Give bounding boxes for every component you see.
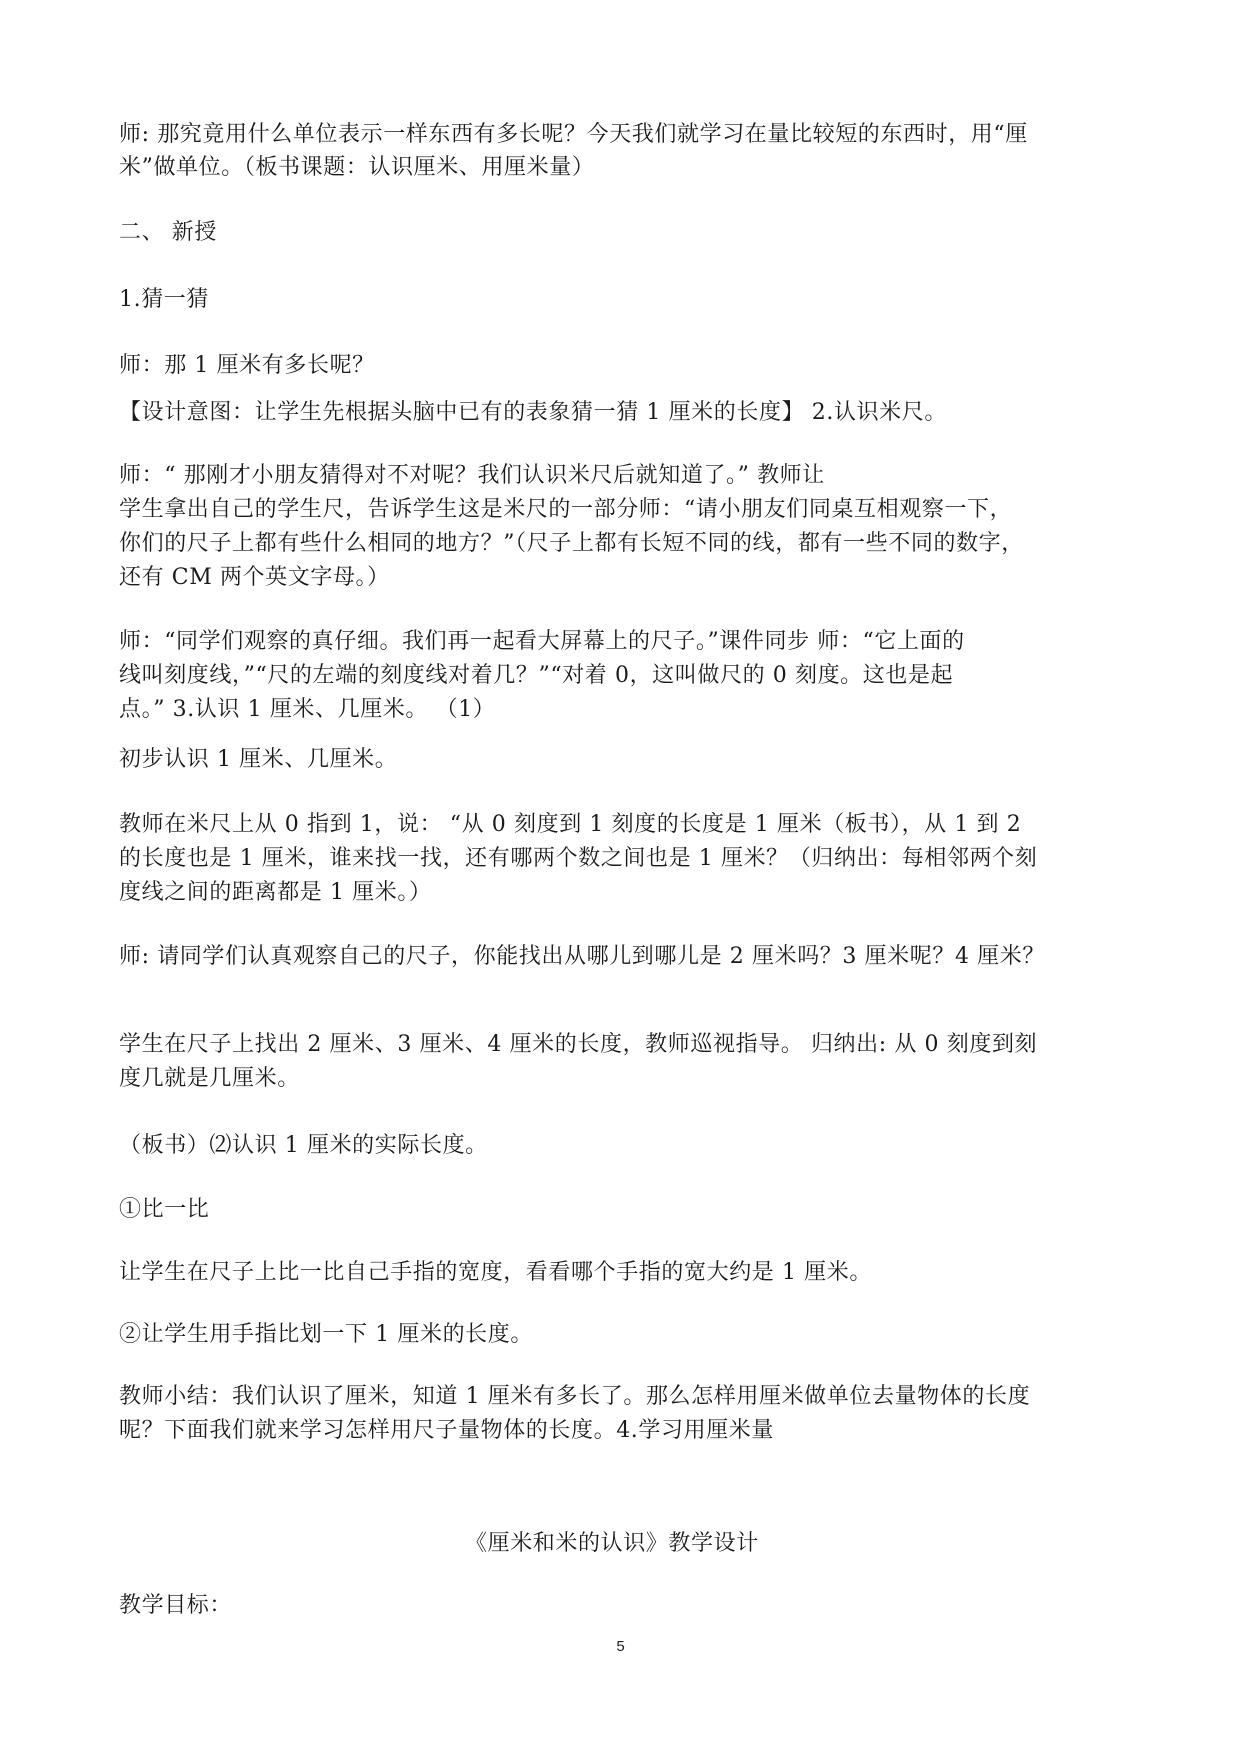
- text-line: ①比一比: [119, 1197, 210, 1222]
- document-title: 《厘米和米的认识》教学设计: [465, 1531, 759, 1556]
- section-heading: 二、 新授: [119, 220, 217, 245]
- subsection-heading: 1.猜一猜: [119, 287, 209, 312]
- text-line: 点。” 3.认识 1 厘米、几厘米。 （1）: [119, 697, 496, 722]
- text-line: 师: 请同学们认真观察自己的尺子，你能找出从哪儿到哪儿是 2 厘米吗？3 厘米呢？4 厘米？: [119, 944, 1045, 969]
- text-line: 让学生在尺子上比一比自己手指的宽度，看看哪个手指的宽大约是 1 厘米。: [119, 1260, 872, 1285]
- text-line: 线叫刻度线，”“尺的左端的刻度线对着几？”“对着 0，这叫做尺的 0 刻度。这也是起: [119, 663, 954, 688]
- text-line: 师: 那究竟用什么单位表示一样东西有多长呢？今天我们就学习在量比较短的东西时，用“厘: [119, 122, 1028, 147]
- text-line: ②让学生用手指比划一下 1 厘米的长度。: [119, 1322, 533, 1347]
- text-line: 师：“同学们观察的真仔细。我们再一起看大屏幕上的尺子。”课件同步 师：“它上面的: [119, 629, 965, 654]
- text-line: 米”做单位。（板书课题：认识厘米、用厘米量）: [119, 155, 595, 180]
- text-line: 还有 CM 两个英文字母。）: [119, 565, 390, 590]
- text-line: 初步认识 1 厘米、几厘米。: [119, 747, 398, 772]
- text-line: 师：那 1 厘米有多长呢？: [119, 353, 375, 378]
- text-line: 学生拿出自己的学生尺，告诉学生这是米尺的一部分师：“请小朋友们同桌互相观察一下，: [119, 497, 1013, 522]
- text-line: 师：“ 那刚才小朋友猜得对不对呢？我们认识米尺后就知道了。” 教师让: [119, 463, 825, 488]
- text-line: 学生在尺子上找出 2 厘米、3 厘米、4 厘米的长度，教师巡视指导。 归纳出: 从 0 刻度到刻: [119, 1032, 1038, 1057]
- text-line: 度线之间的距离都是 1 厘米。）: [119, 880, 432, 905]
- text-line: 教师小结：我们认识了厘米，知道 1 厘米有多长了。那么怎样用厘米做单位去量物体的长度: [119, 1384, 1031, 1409]
- text-line: （板书）⑵认识 1 厘米的实际长度。: [119, 1133, 488, 1158]
- text-line: 度几就是几厘米。: [119, 1066, 300, 1091]
- text-line: 你们的尺子上都有些什么相同的地方？”（尺子上都有长短不同的线，都有一些不同的数字，: [119, 531, 1024, 556]
- text-line: 教师在米尺上从 0 指到 1，说： “从 0 刻度到 1 刻度的长度是 1 厘米（板书），从 1 到 2: [119, 812, 1022, 837]
- page-number: 5: [616, 1638, 625, 1655]
- design-intent-line: 【设计意图：让学生先根据头脑中已有的表象猜一猜 1 厘米的长度】 2.认识米尺。: [119, 400, 947, 425]
- text-line: 教学目标：: [119, 1593, 233, 1618]
- text-line: 的长度也是 1 厘米，谁来找一找，还有哪两个数之间也是 1 厘米？（归纳出：每相邻两个刻: [119, 846, 1038, 871]
- text-line: 呢？下面我们就来学习怎样用尺子量物体的长度。4.学习用厘米量: [119, 1418, 774, 1443]
